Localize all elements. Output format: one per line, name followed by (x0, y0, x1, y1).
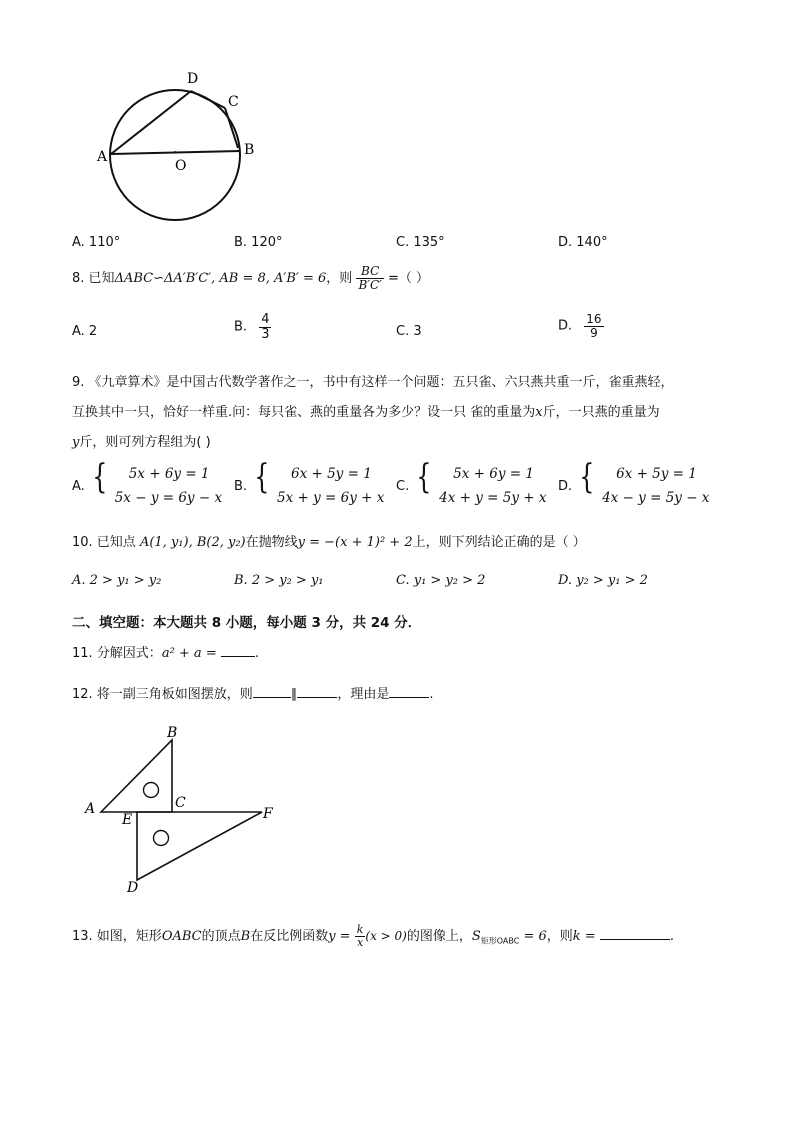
triangle-edf-hole (154, 831, 169, 846)
q8-option-c: C. 3 (396, 324, 422, 339)
label-b: B (244, 142, 255, 158)
q10-option-c: C. y₁ > y₂ > 2 (396, 573, 486, 588)
q10-points: A(1, y₁), B(2, y₂) (139, 535, 246, 550)
q13-fraction: $\frac{k}{x}$ (356, 923, 364, 949)
q9-line-2: 互换其中一只，恰好一样重.问：每只雀、燕的重量各为多少？设一只 雀的重量为x斤，一只燕的重量为 (72, 405, 660, 420)
q10-option-d: D. y₂ > y₁ > 2 (558, 573, 648, 588)
q12-blank-2[interactable] (297, 685, 337, 698)
q7-option-a: A. 110° (72, 235, 121, 250)
q10-option-a: A. 2 > y₁ > y₂ (72, 573, 162, 588)
q9-option-b: B. { 6x + 5y = 1 5x + y = 6y + x (234, 457, 385, 506)
label-b: B (167, 725, 178, 741)
label-c: C (228, 94, 239, 110)
q12-triangles-figure (80, 720, 280, 900)
q7-option-d: D. 140° (558, 235, 608, 250)
q10-option-b: B. 2 > y₂ > y₁ (234, 573, 324, 588)
q9-option-c: C. { 5x + 6y = 1 4x + y = 5y + x (396, 457, 547, 506)
q8-number: 8. (72, 271, 85, 286)
label-o: O (175, 158, 187, 174)
label-f: F (263, 806, 273, 822)
q13-answer-blank[interactable] (600, 927, 670, 940)
q8-option-a: A. 2 (72, 324, 98, 339)
q12-blank-1[interactable] (253, 685, 291, 698)
q7-option-c: C. 135° (396, 235, 445, 250)
triangle-edf (137, 812, 262, 880)
label-a: A (97, 149, 108, 165)
q7-circle-figure (90, 62, 265, 222)
q11-answer-blank[interactable] (221, 644, 255, 657)
chord-cb (225, 108, 238, 148)
q7-option-b: B. 120° (234, 235, 283, 250)
chord-ad (111, 91, 191, 154)
chord-dc (191, 91, 225, 108)
q10-parabola: y = −(x + 1)² + 2 (297, 535, 413, 550)
q12-blank-3[interactable] (389, 685, 429, 698)
q8-option-b: B. $\frac{4}{3}$ (234, 312, 270, 342)
q8-suffix: =（ ） (388, 271, 430, 286)
label-e: E (122, 812, 133, 828)
label-a: A (85, 801, 96, 817)
center-dot (174, 151, 176, 153)
q8-fraction: $\frac{BC}{B'C'}$ (358, 264, 382, 292)
q10-stem: 10. 已知点 A(1, y₁), B(2, y₂)在抛物线y = −(x + 1)² + 2上，则下列结论正确的是（ ） (72, 535, 586, 550)
q8-mid: ，则 (326, 271, 353, 286)
q12-stem: 12. 将一副三角板如图摆放，则 ∥ ，理由是 . (72, 687, 434, 702)
q8-stem (72, 262, 429, 296)
circle-outline (110, 90, 240, 220)
label-d: D (127, 880, 139, 896)
label-d: D (187, 71, 199, 87)
q8-stem-math: ΔABC∽ΔA′B′C′, AB = 8, A′B′ = 6 (114, 271, 327, 286)
q8-prefix: 已知 (88, 271, 115, 286)
section-2-heading: 二、填空题：本大题共 8 小题，每小题 3 分，共 24 分． (72, 615, 422, 631)
q9-line-3: y斤，则可列方程组为( ) (72, 435, 211, 450)
triangle-abc-hole (144, 783, 159, 798)
q11-stem: 11. 分解因式：a² + a = . (72, 646, 259, 661)
label-c: C (175, 795, 186, 811)
q9-option-a: A. { 5x + 6y = 1 5x − y = 6y − x (72, 457, 223, 506)
q8-option-d: D. $\frac{16}{9}$ (558, 312, 602, 340)
q9-option-d: D. { 6x + 5y = 1 4x − y = 5y − x (558, 457, 710, 506)
triangle-abc (101, 740, 172, 812)
q13-stem: 13. 如图，矩形OABC的顶点B在反比例函数y = $\frac{k}{x}$ (x > 0)的图像上，$S_{矩形OABC} = 6$，则k = . (72, 923, 674, 949)
q9-line-1: 9. 《九章算术》是中国古代数学著作之一，书中有这样一个问题：五只雀、六只燕共重一斤，雀重燕轻， (72, 375, 674, 390)
